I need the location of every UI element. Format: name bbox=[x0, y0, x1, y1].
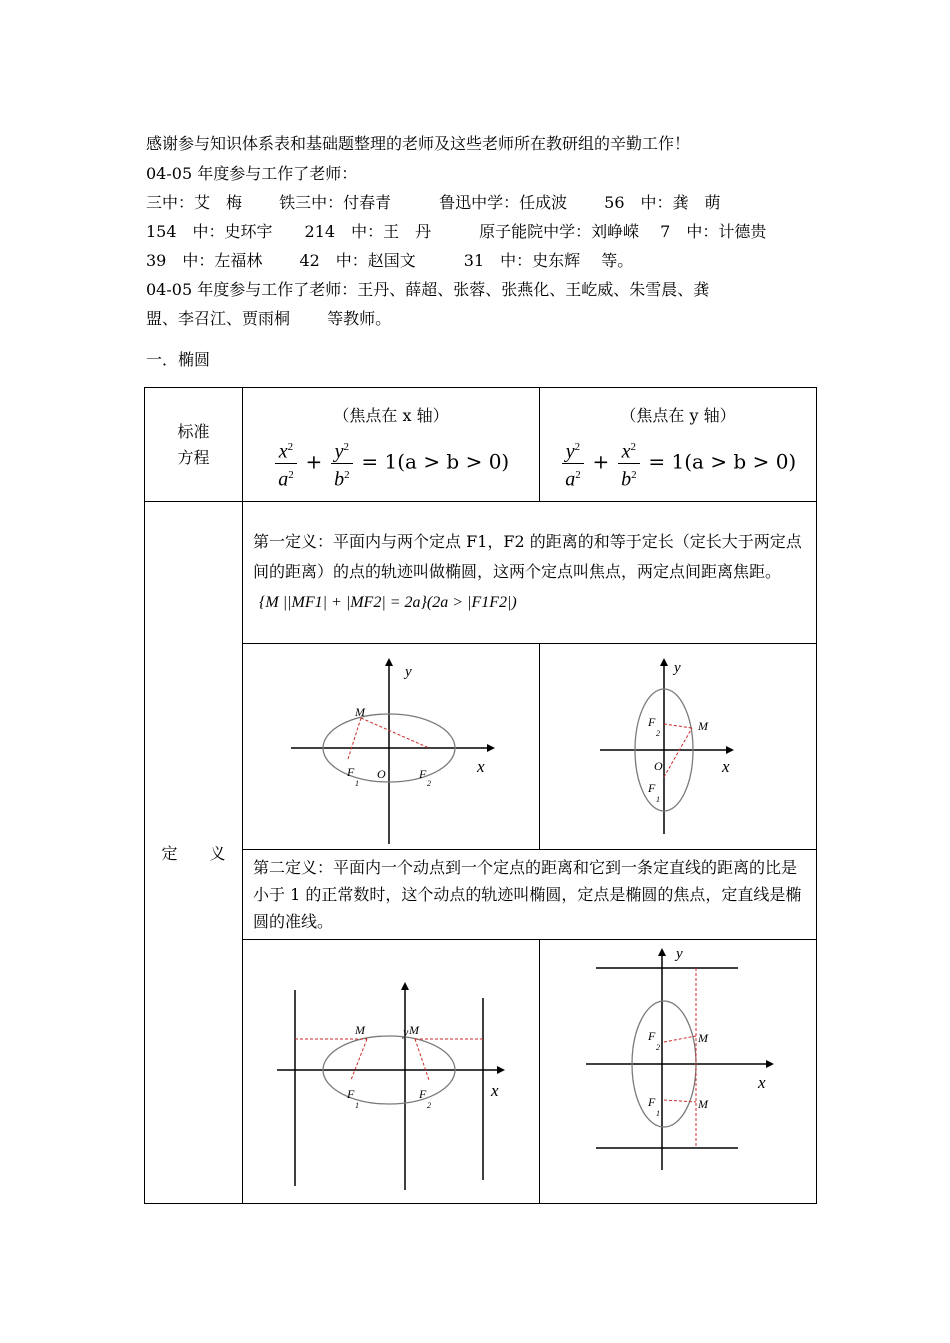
ellipse-x-axis-diagram bbox=[243, 644, 539, 845]
point-m-label-4a: M bbox=[698, 1031, 708, 1045]
teachers-line-5: 盟、李召江、贾雨桐 等教师。 bbox=[146, 309, 392, 328]
teachers-line-3: 39 中：左福林 42 中：赵国文 31 中：史东辉 等。 bbox=[146, 251, 634, 270]
point-m-label-3b: M bbox=[409, 1023, 419, 1037]
y-axis-label-2: y bbox=[674, 660, 681, 676]
ellipse-directrix-x-diagram bbox=[243, 940, 539, 1199]
svg-text:1: 1 bbox=[355, 779, 359, 788]
ellipse-directrix-y-diagram bbox=[540, 940, 816, 1199]
x-axis-header: （焦点在 x 轴） bbox=[333, 405, 449, 425]
ellipse-y-axis-diagram bbox=[540, 644, 816, 845]
teachers-line-4: 04-05 年度参与工作了老师：王丹、薛超、张蓉、张燕化、王屹威、朱雪晨、龚 bbox=[146, 280, 710, 299]
x-axis-label-4: x bbox=[758, 1073, 766, 1092]
teachers-line-2: 154 中：史环宇 214 中：王 丹 原子能院中学：刘峥嵘 7 中：计德贵 bbox=[146, 222, 767, 241]
y-axis-label-3: y bbox=[403, 1025, 409, 1039]
focus-f1-label-2: F bbox=[648, 781, 656, 795]
svg-text:1: 1 bbox=[656, 795, 660, 804]
focus-f2-label-3: F bbox=[419, 1087, 427, 1101]
x-axis-label-3: x bbox=[491, 1081, 499, 1100]
y-axis-label-4: y bbox=[676, 946, 683, 962]
diagram-y-focus-cell bbox=[540, 644, 817, 850]
x-axis-label-2: x bbox=[722, 757, 730, 776]
svg-text:2: 2 bbox=[427, 1101, 431, 1110]
focus-f1-label: F bbox=[347, 765, 355, 779]
focus-f1-label-4: F bbox=[648, 1095, 656, 1109]
y-axis-equation: $\frac{y^2}{a^2}$ + $\frac{x^2}{b^2}$ = 1(a > b > 0) bbox=[540, 436, 816, 490]
focus-f2-label-4: F bbox=[648, 1029, 656, 1043]
x-axis-equation-cell bbox=[243, 388, 540, 502]
origin-label-2: O bbox=[654, 759, 663, 773]
year-line: 04-05 年度参与工作了老师： bbox=[146, 164, 358, 183]
condition-text-2: = 1(a > b > 0) bbox=[648, 449, 797, 474]
diagram-x-focus-cell bbox=[243, 644, 540, 850]
point-m-label-4b: M bbox=[698, 1097, 708, 1111]
condition-text: = 1(a > b > 0) bbox=[361, 449, 510, 474]
point-m-label-3a: M bbox=[355, 1023, 365, 1037]
point-m-label: M bbox=[355, 705, 365, 719]
focus-f1-label-3: F bbox=[347, 1087, 355, 1101]
svg-text:1: 1 bbox=[656, 1109, 660, 1118]
y-axis-equation-cell bbox=[540, 388, 817, 502]
svg-text:1: 1 bbox=[355, 1101, 359, 1110]
section-title: 一．椭圆 bbox=[146, 350, 211, 369]
y-axis-label: y bbox=[405, 664, 412, 680]
y-axis-header: （焦点在 y 轴） bbox=[620, 405, 736, 425]
second-definition-text: 第二定义：平面内一个动点到一个定点的距离和它到一条定直线的距离的比是小于 1 的正常数时，这个动点的轨迹叫椭圆，定点是椭圆的焦点，定直线是椭圆的准线。 bbox=[253, 858, 802, 931]
second-definition-cell bbox=[243, 850, 817, 940]
thanks-line: 感谢参与知识体系表和基础题整理的老师及这些老师所在教研组的辛勤工作！ bbox=[146, 134, 691, 153]
point-m-label-2: M bbox=[698, 719, 708, 733]
focus-f2-label: F bbox=[419, 767, 427, 781]
diagram-directrix-y-cell bbox=[540, 940, 817, 1204]
x-axis-label: x bbox=[477, 757, 485, 776]
svg-text:2: 2 bbox=[656, 729, 660, 738]
origin-label: O bbox=[377, 767, 386, 781]
x-axis-equation: $\frac{x^2}{a^2}$ + $\frac{y^2}{b^2}$ = 1(a > b > 0) bbox=[243, 436, 539, 490]
first-definition-text: 第一定义：平面内与两个定点 F1，F2 的距离的和等于定长（定长大于两定点间的距离）的点的轨迹叫做椭圆，这两个定点叫焦点，两定点间距离焦距。 {M ||MF1| + |MF2| = 2a}(2a > |F1F2|) bbox=[253, 532, 802, 611]
svg-text:2: 2 bbox=[656, 1043, 660, 1052]
label-definition: 定 义 bbox=[145, 502, 243, 1204]
label-standard-equation: 标准 方程 bbox=[145, 388, 243, 502]
focus-f2-label-2: F bbox=[648, 715, 656, 729]
teachers-line-1: 三中：艾 梅 铁三中：付春青 鲁迅中学：任成波 56 中：龚 萌 bbox=[146, 193, 721, 212]
first-definition-formula: {M ||MF1| + |MF2| = 2a}(2a > |F1F2|) bbox=[259, 594, 517, 611]
diagram-directrix-x-cell bbox=[243, 940, 540, 1204]
ellipse-table bbox=[144, 387, 817, 1204]
first-definition-cell bbox=[243, 502, 817, 644]
svg-text:2: 2 bbox=[427, 779, 431, 788]
